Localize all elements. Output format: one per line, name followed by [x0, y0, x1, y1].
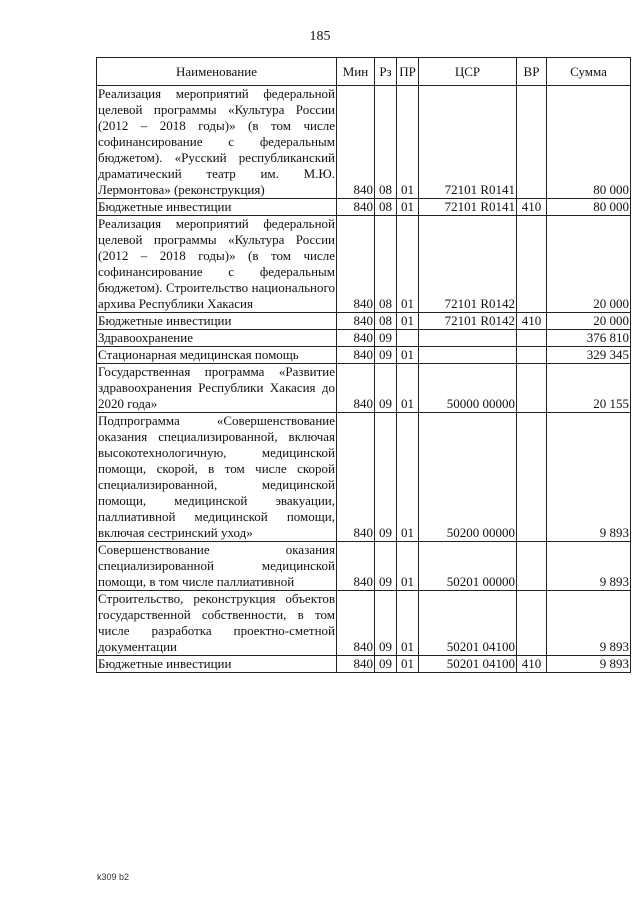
row-vr — [517, 330, 547, 347]
row-pr: 01 — [397, 656, 419, 673]
row-pr: 01 — [397, 199, 419, 216]
row-rz: 08 — [375, 216, 397, 313]
header-vr: ВР — [517, 58, 547, 86]
row-csr: 72101 R0142 — [419, 216, 517, 313]
row-sum: 9 893 — [547, 591, 631, 656]
header-name: Наименование — [97, 58, 337, 86]
row-rz: 09 — [375, 364, 397, 413]
row-vr — [517, 347, 547, 364]
table-row — [97, 413, 631, 542]
row-rz: 09 — [375, 330, 397, 347]
row-min: 840 — [337, 313, 375, 330]
table-row — [97, 216, 631, 313]
row-pr: 01 — [397, 591, 419, 656]
row-pr: 01 — [397, 364, 419, 413]
row-name: Государственная программа «Развитие здравоохранения Республики Хакасия до 2020 года» — [98, 364, 335, 411]
row-csr: 72101 R0141 — [419, 199, 517, 216]
row-vr: 410 — [517, 199, 547, 216]
row-name: Стационарная медицинская помощь — [97, 347, 337, 364]
row-csr: 50200 00000 — [419, 413, 517, 542]
row-sum: 376 810 — [547, 330, 631, 347]
row-min: 840 — [337, 347, 375, 364]
row-rz: 09 — [375, 656, 397, 673]
row-pr: 01 — [397, 413, 419, 542]
table-header-row — [97, 58, 631, 86]
row-pr: 01 — [397, 216, 419, 313]
row-min: 840 — [337, 199, 375, 216]
footer-code: k309 b2 — [97, 872, 130, 882]
row-rz: 08 — [375, 86, 397, 199]
table-row — [97, 542, 631, 591]
row-min: 840 — [337, 542, 375, 591]
row-sum: 329 345 — [547, 347, 631, 364]
header-pr: ПР — [397, 58, 419, 86]
row-sum: 9 893 — [547, 656, 631, 673]
row-rz: 09 — [375, 591, 397, 656]
row-rz: 09 — [375, 542, 397, 591]
row-vr: 410 — [517, 656, 547, 673]
row-min: 840 — [337, 413, 375, 542]
table-row — [97, 347, 631, 364]
row-csr: 50201 04100 — [419, 656, 517, 673]
row-sum: 20 000 — [547, 313, 631, 330]
row-pr: 01 — [397, 347, 419, 364]
row-min: 840 — [337, 591, 375, 656]
row-sum: 80 000 — [547, 86, 631, 199]
row-sum: 80 000 — [547, 199, 631, 216]
row-csr — [419, 347, 517, 364]
header-min: Мин — [337, 58, 375, 86]
row-name: Здравоохранение — [97, 330, 337, 347]
header-rz: Рз — [375, 58, 397, 86]
row-vr — [517, 86, 547, 199]
row-sum: 20 155 — [547, 364, 631, 413]
row-pr: 01 — [397, 86, 419, 199]
row-vr — [517, 413, 547, 542]
row-pr — [397, 330, 419, 347]
table-row — [97, 330, 631, 347]
row-pr: 01 — [397, 542, 419, 591]
row-name: Бюджетные инвестиции — [97, 313, 337, 330]
row-csr: 72101 R0141 — [419, 86, 517, 199]
row-csr — [419, 330, 517, 347]
row-vr — [517, 364, 547, 413]
table-row — [97, 199, 631, 216]
row-rz: 09 — [375, 413, 397, 542]
row-min: 840 — [337, 216, 375, 313]
row-rz: 08 — [375, 313, 397, 330]
row-min: 840 — [337, 330, 375, 347]
table-row — [97, 591, 631, 656]
row-name: Подпрограмма «Совершенствование оказания специализированной, включая высокотехнологичную, медицинской помощи, скорой, в том числе скорой специализированной, медицинской помощи, медицинской эвакуации, паллиативной медицинской помощи, включая сестринский уход» — [98, 413, 335, 540]
row-name: Бюджетные инвестиции — [97, 656, 337, 673]
row-csr: 50201 04100 — [419, 591, 517, 656]
table-row — [97, 364, 631, 413]
row-name: Совершенствование оказания специализированной медицинской помощи, в том числе паллиативной — [98, 542, 335, 589]
row-vr: 410 — [517, 313, 547, 330]
budget-table — [96, 57, 631, 673]
row-csr: 50201 00000 — [419, 542, 517, 591]
row-min: 840 — [337, 656, 375, 673]
row-name: Реализация мероприятий федеральной целевой программы «Культура России (2012 – 2018 годы)» (в том числе софинансирование с федеральным бюджетом). «Русский республиканский драматический театр им. М.Ю. Лермонтова» (реконструкция) — [98, 86, 335, 197]
row-min: 840 — [337, 86, 375, 199]
row-name: Реализация мероприятий федеральной целевой программы «Культура России (2012 – 2018 годы)» (в том числе софинансирование с федеральным бюджетом). Строительство национального архива Республики Хакасия — [98, 216, 335, 311]
row-vr — [517, 216, 547, 313]
row-vr — [517, 591, 547, 656]
row-vr — [517, 542, 547, 591]
row-csr: 50000 00000 — [419, 364, 517, 413]
row-sum: 20 000 — [547, 216, 631, 313]
row-name: Строительство, реконструкция объектов государственной собственности, в том числе разработка проектно-сметной документации — [98, 591, 335, 654]
table-row — [97, 656, 631, 673]
row-sum: 9 893 — [547, 413, 631, 542]
table-row — [97, 313, 631, 330]
page-number: 185 — [309, 29, 331, 44]
row-csr: 72101 R0142 — [419, 313, 517, 330]
row-name: Бюджетные инвестиции — [97, 199, 337, 216]
header-sum: Сумма — [547, 58, 631, 86]
table-row — [97, 86, 631, 199]
row-pr: 01 — [397, 313, 419, 330]
row-sum: 9 893 — [547, 542, 631, 591]
row-rz: 09 — [375, 347, 397, 364]
row-rz: 08 — [375, 199, 397, 216]
row-min: 840 — [337, 364, 375, 413]
header-csr: ЦСР — [419, 58, 517, 86]
